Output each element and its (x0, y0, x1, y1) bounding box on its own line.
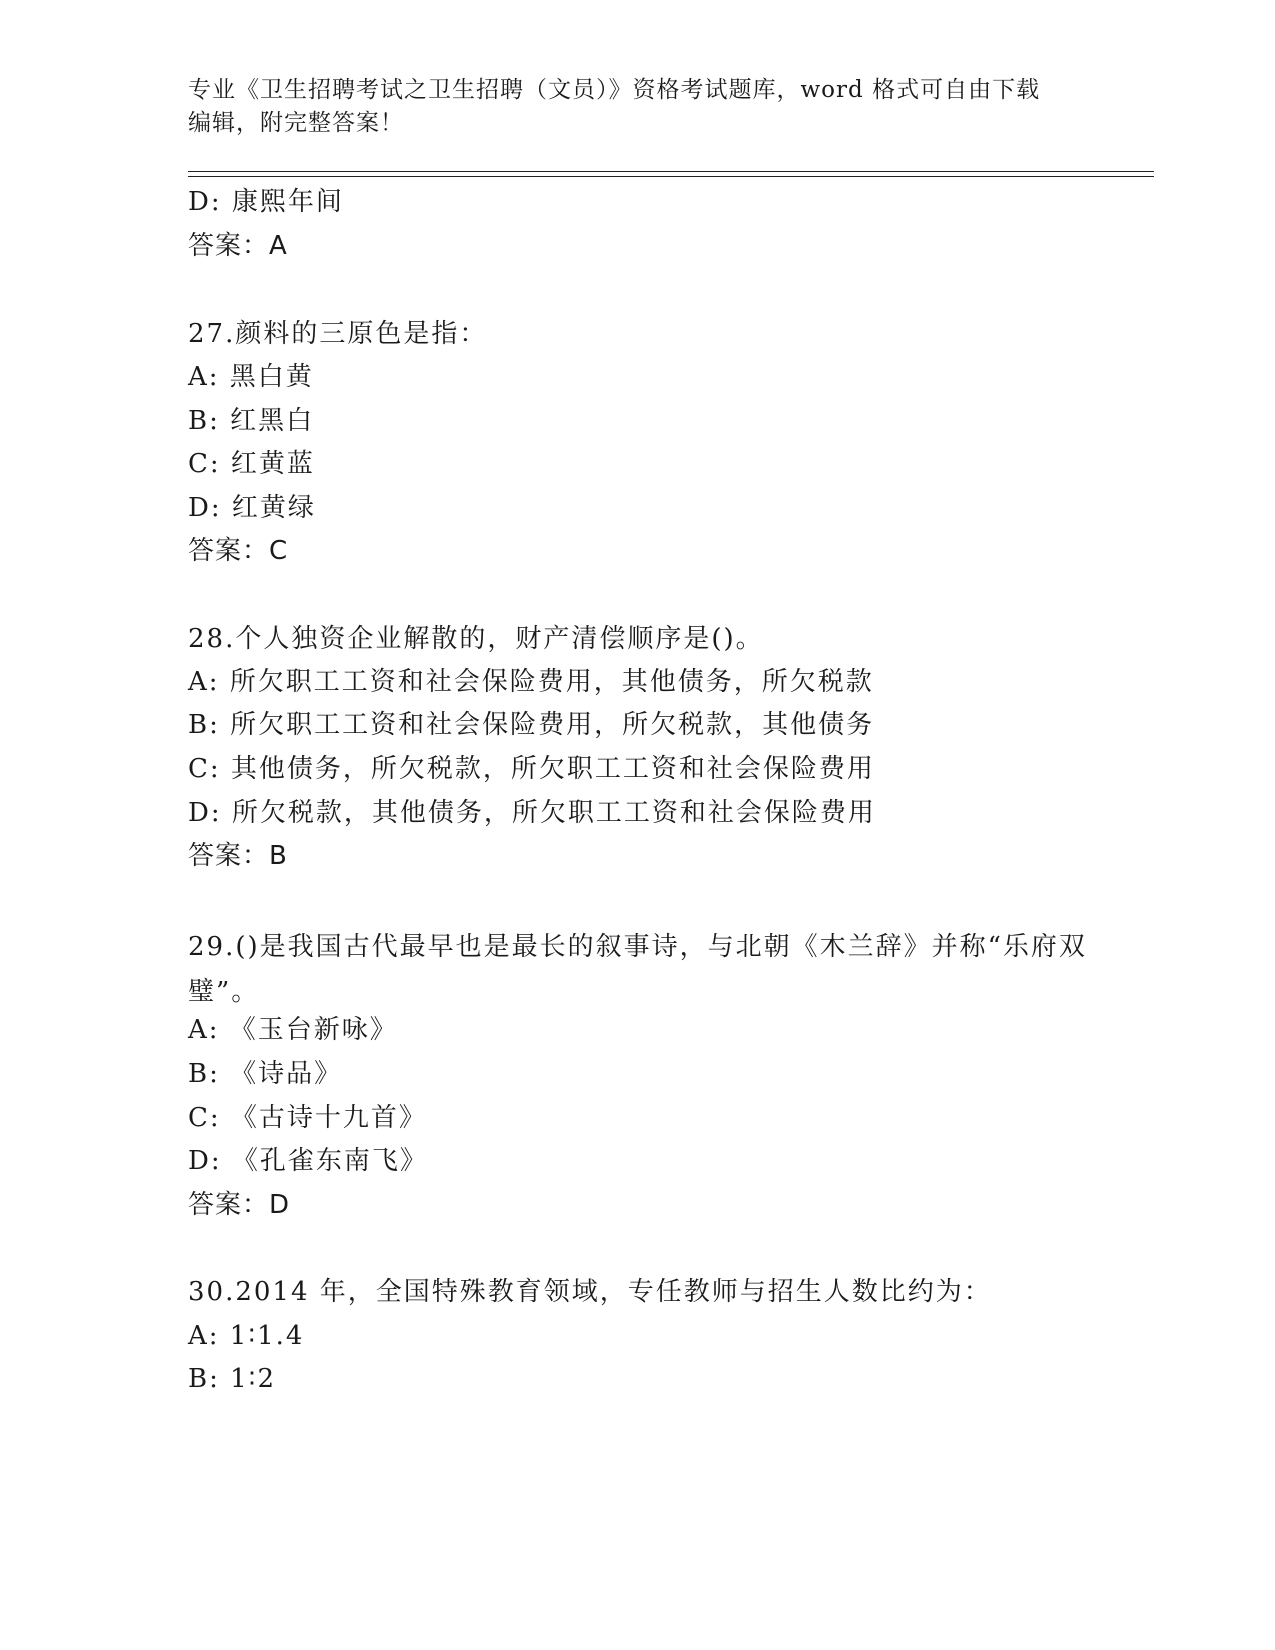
q27-answer: 答案：C (188, 536, 289, 566)
question-27: 27.颜料的三原色是指： (188, 319, 488, 349)
q29-option-d: D: 《孔雀东南飞》 (188, 1146, 428, 1176)
q29-option-b: B: 《诗品》 (188, 1059, 343, 1089)
q28-option-b: B: 所欠职工工资和社会保险费用，所欠税款，其他债务 (188, 710, 875, 740)
q27-option-d: D: 红黄绿 (188, 493, 316, 523)
q29-answer: 答案：D (188, 1190, 291, 1220)
q28-option-d: D: 所欠税款，其他债务，所欠职工工资和社会保险费用 (188, 798, 876, 828)
question-29: 29.()是我国古代最早也是最长的叙事诗，与北朝《木兰辞》并称“乐府双璧”。 (188, 932, 1087, 1007)
q30-option-b: B: 1∶2 (188, 1364, 276, 1394)
q27-option-a: A: 黑白黄 (188, 362, 314, 392)
q28-option-c: C: 其他债务，所欠税款，所欠职工工资和社会保险费用 (188, 754, 875, 784)
header-divider-top (188, 171, 1154, 172)
answer-prev: 答案：A (188, 231, 288, 261)
q28-option-a: A: 所欠职工工资和社会保险费用，其他债务，所欠税款 (188, 667, 874, 697)
q29-option-c: C: 《古诗十九首》 (188, 1103, 427, 1133)
header-line-2: 编辑，附完整答案！ (188, 110, 404, 136)
q29-option-a: A: 《玉台新咏》 (188, 1015, 398, 1045)
q28-answer: 答案：B (188, 841, 288, 871)
question-30: 30.2014 年，全国特殊教育领域，专任教师与招生人数比约为： (188, 1277, 992, 1307)
question-28: 28.个人独资企业解散的，财产清偿顺序是()。 (188, 624, 764, 654)
header-divider-bottom (188, 176, 1154, 177)
q27-option-c: C: 红黄蓝 (188, 449, 315, 479)
header-line-1: 专业《卫生招聘考试之卫生招聘（文员）》资格考试题库，word 格式可自由下载 (188, 77, 1041, 103)
q27-option-b: B: 红黑白 (188, 406, 315, 436)
q30-option-a: A: 1∶1.4 (188, 1321, 305, 1351)
option-d-prev: D: 康熙年间 (188, 187, 344, 217)
document-header (188, 74, 1068, 140)
